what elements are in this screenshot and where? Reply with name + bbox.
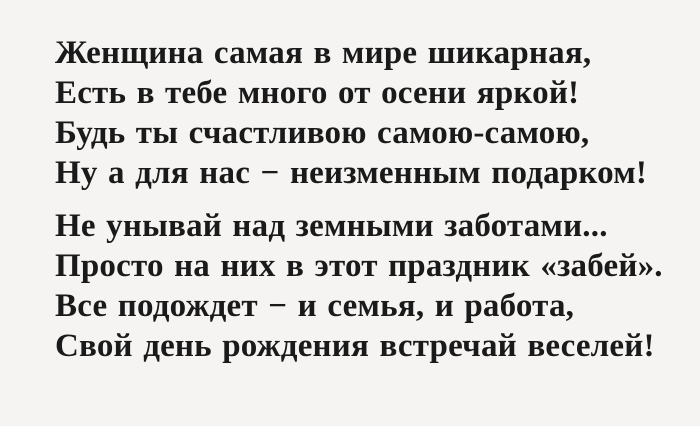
poem-stanza [55,33,700,193]
poem-line: Есть в тебе много от осени яркой! [55,75,580,111]
poem-line: Ну а для нас − неизменным подарком! [55,155,648,191]
poem-line: Не унывай над земными заботами... [55,208,608,244]
poem-line: Женщина самая в мире шикарная, [55,35,592,71]
poem-line: Все подождет − и семья, и работа, [55,288,575,324]
poem-line: Просто на них в этот праздник «забей». [55,248,663,284]
poem-line: Свой день рождения встречай веселей! [55,328,655,364]
poem-line: Будь ты счастливою самою-самою, [55,115,590,151]
poem-stanza [55,206,700,366]
